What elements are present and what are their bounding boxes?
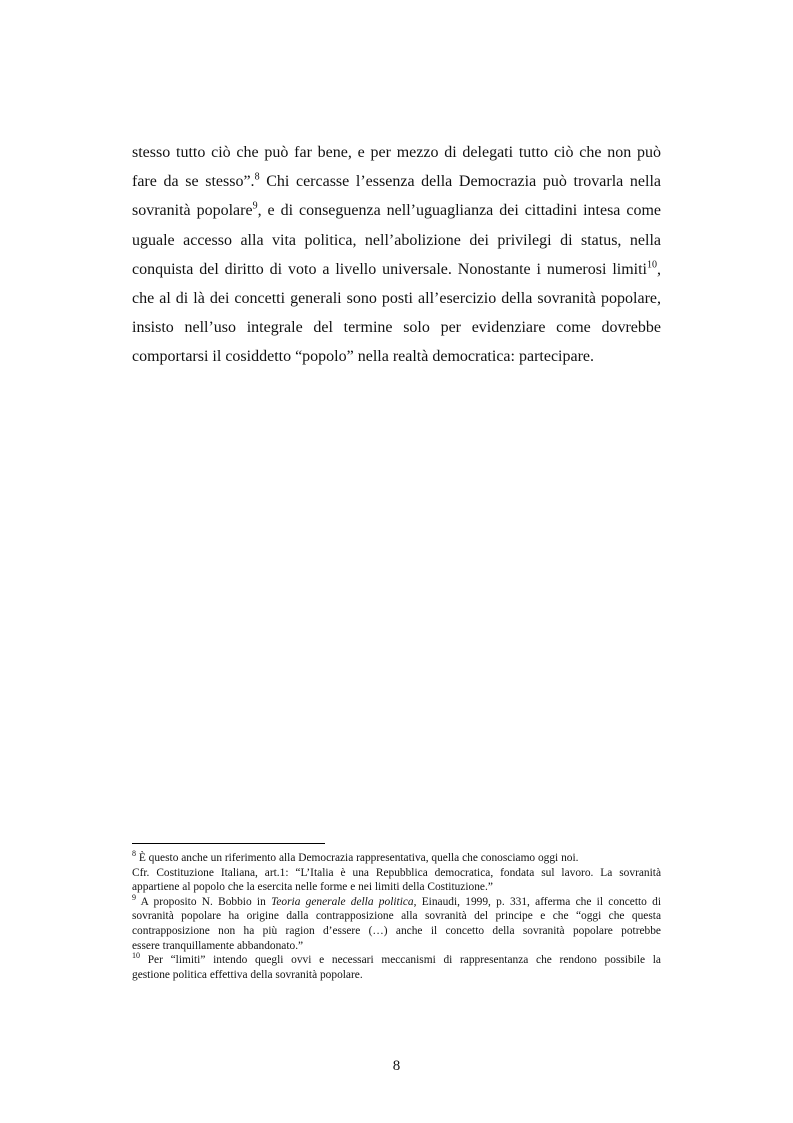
page-number: 8 [392, 1058, 401, 1074]
footnote-10-line: gestione politica effettiva della sovranità popolare. [132, 968, 363, 981]
body-line: che al di là dei concetti generali sono posti all’esercizio della sovranità popolare, [132, 289, 661, 307]
body-line: stesso tutto ciò che può far bene, e per mezzo di delegati tutto ciò che non può [132, 144, 661, 161]
body-text-segment: , e di conseguenza nell’uguaglianza dei cittadini intesa come [257, 202, 662, 220]
footnote-number: 10 [132, 951, 140, 961]
footnote-text: È questo anche un riferimento alla Democrazia rappresentativa, quella che conosciamo oggi noi. [136, 852, 579, 864]
body-text-segment: sovranità popolare [132, 202, 253, 220]
footnote-number: 9 [132, 892, 136, 902]
body-line [132, 196, 661, 225]
footnote-number: 8 [132, 849, 136, 859]
footnote-10 [132, 953, 661, 968]
body-text-segment: Chi cercasse l’essenza della Democrazia può trovarla nella [259, 173, 661, 191]
footnote-ref-8[interactable]: 8 [254, 171, 260, 183]
footnote-ref-10[interactable]: 10 [647, 259, 657, 271]
body-line: insisto nell’uso integrale del termine solo per evidenziare come dovrebbe [132, 319, 661, 337]
body-line: comportarsi il cosiddetto “popolo” nella realtà democratica: partecipare. [132, 348, 595, 366]
footnote-9 [132, 892, 661, 910]
body-paragraph [132, 138, 661, 372]
body-text-segment: conquista del diritto di voto a livello universale. Nonostante i numerosi limiti [132, 260, 647, 278]
body-text-segment: , [657, 260, 661, 278]
body-line [132, 167, 661, 196]
footnote-separator [132, 843, 325, 844]
footnote-8 [132, 851, 661, 866]
footnote-text: A proposito N. Bobbio in [136, 895, 272, 908]
footnote-9-line: essere tranquillamente abbandonato.” [132, 939, 304, 952]
footnote-8-line: Cfr. Costituzione Italiana, art.1: “L’Italia è una Repubblica democratica, fondata sul lavoro. La sovranità [132, 866, 661, 879]
body-line [132, 255, 661, 284]
footnote-ref-9[interactable]: 9 [252, 201, 258, 213]
footnote-text: , Einaudi, 1999, p. 331, afferma che il concetto di [413, 895, 661, 908]
footnote-text: Per “limiti” intendo quegli ovvi e necessari meccanismi di rappresentanza che rendono possibile la [140, 954, 661, 967]
footnote-8-line: appartiene al popolo che la esercita nelle forme e nei limiti della Costituzione.” [132, 881, 493, 894]
footnote-9-line: sovranità popolare ha origine dalla contrapposizione alla sovranità del principe e che “oggi che questa [132, 910, 661, 923]
footnote-9-line: contrapposizione non ha più ragion d’essere (…) anche il concetto della sovranità popolare potrebbe [132, 924, 661, 937]
cited-book-title: Teoria generale della politica [271, 895, 414, 908]
body-text-segment: fare da se stesso”. [132, 173, 255, 191]
body-line: uguale accesso alla vita politica, nell’abolizione dei privilegi di status, nella [132, 231, 661, 249]
footnotes-section [132, 851, 661, 982]
